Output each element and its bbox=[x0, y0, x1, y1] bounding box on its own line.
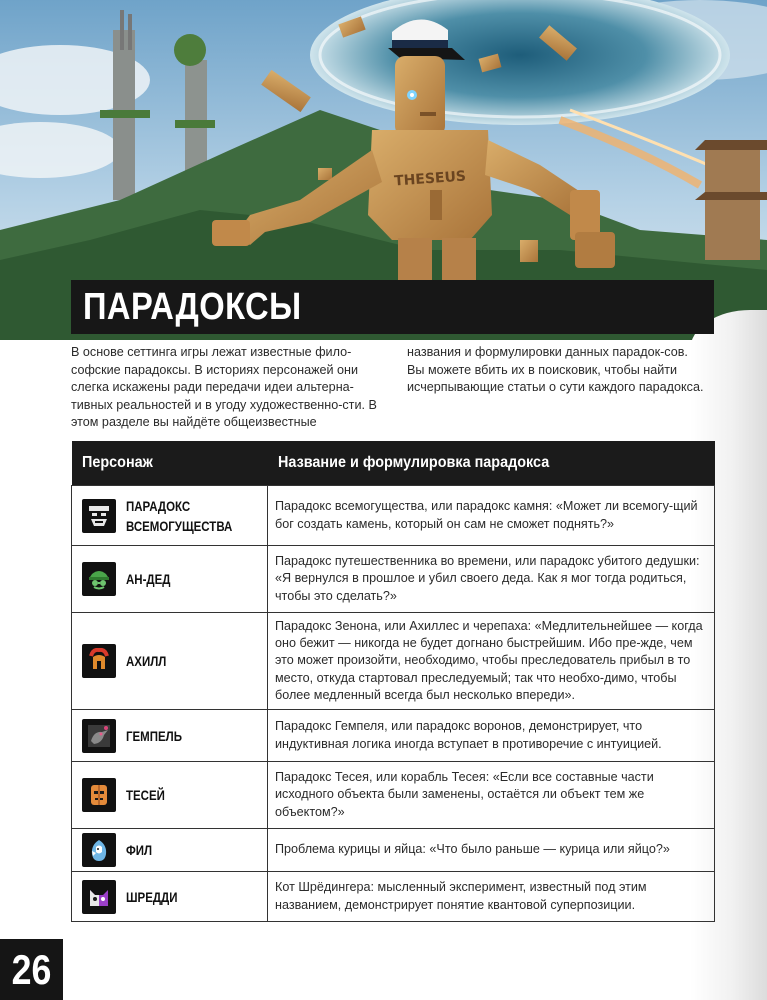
paradox-description: Парадокс Гемпеля, или парадокс воронов, демонстрирует, что индуктивная логика иногда вступает в противоречие с интуицией. bbox=[268, 710, 715, 762]
character-cell bbox=[72, 829, 268, 872]
character-name: ПАРАДОКС ВСЕМОГУЩЕСТВА bbox=[126, 497, 233, 534]
header-character: Персонаж bbox=[72, 441, 268, 486]
paradox-table bbox=[71, 441, 715, 922]
table-row bbox=[72, 546, 715, 613]
robot-face-icon bbox=[82, 778, 116, 812]
character-cell bbox=[72, 710, 268, 762]
table-row bbox=[72, 710, 715, 762]
title-bar bbox=[71, 280, 714, 334]
header-paradox: Название и формулировка парадокса bbox=[268, 441, 715, 486]
paradox-description: Парадокс путешественника во времени, или парадокс убитого дедушки: «Я вернулся в прошлое и убил своего деда. Как я мог тогда родиться, чтобы это сделать?» bbox=[268, 546, 715, 613]
paradox-description: Парадокс Зенона, или Ахиллес и черепаха: «Медлительнейшее — когда оно бежит — никогда не будет догнано быстрейшим. Ибо пре-жде, чем это может произойти, необходимо, чтобы преследователь прибыл в то место, откуда стартовал преследуемый; так что необхо-димо, чтобы более медленный всегда был несколько впереди». bbox=[268, 613, 715, 710]
robot-chest-label: THESEUS bbox=[393, 168, 467, 190]
character-name: ШРЕДДИ bbox=[126, 888, 178, 905]
page-number-box bbox=[0, 939, 63, 1000]
table-row bbox=[72, 872, 715, 922]
page-title: ПАРАДОКСЫ bbox=[83, 286, 302, 328]
character-name: АХИЛЛ bbox=[126, 653, 167, 669]
character-name: ГЕМПЕЛЬ bbox=[126, 727, 182, 744]
paradox-description: Парадокс Тесея, или корабль Тесея: «Если все составные части исходного объекта были заменены, остаётся ли объект тем же объектом?» bbox=[268, 762, 715, 829]
raven-icon bbox=[82, 719, 116, 753]
table-header-row bbox=[72, 441, 715, 486]
paradox-description: Проблема курицы и яйца: «Что было раньше — курица или яйцо?» bbox=[268, 829, 715, 872]
spy-hat-icon bbox=[82, 562, 116, 596]
character-cell bbox=[72, 546, 268, 613]
character-cell bbox=[72, 613, 268, 710]
character-cell bbox=[72, 872, 268, 922]
paradox-description: Кот Шрёдингера: мысленный эксперимент, известный под этим названием, демонстрирует понятие квантовой суперпозиции. bbox=[268, 872, 715, 922]
paradox-description: Парадокс всемогущества, или парадокс камня: «Может ли всемогу-щий бог создать камень, который он сам не сможет поднять?» bbox=[268, 486, 715, 546]
cat-icon bbox=[82, 880, 116, 914]
page-number: 26 bbox=[11, 946, 52, 993]
intro-column-2: названия и формулировки данных парадок-сов. Вы можете вбить их в поисковик, чтобы найти исчерпывающие статьи о сути каждого парадокса. bbox=[407, 345, 704, 395]
spartan-helmet-icon bbox=[82, 644, 116, 678]
character-name: АН-ДЕД bbox=[126, 571, 171, 587]
intro-column-1: В основе сеттинга игры лежат известные фило-софские парадоксы. В историях персонажей они слегка искажены ради передачи идеи альтерна-тивных реальностей и в угоду художественно-сти. В этом разделе вы найдёте общеизвестные bbox=[71, 345, 377, 430]
character-name: ФИЛ bbox=[126, 842, 153, 858]
character-name: ТЕСЕЙ bbox=[126, 787, 165, 803]
table-row bbox=[72, 762, 715, 829]
egg-chick-icon bbox=[82, 833, 116, 867]
tiki-mask-icon bbox=[82, 499, 116, 533]
table-row bbox=[72, 829, 715, 872]
table-row bbox=[72, 486, 715, 546]
table-row bbox=[72, 613, 715, 710]
character-cell bbox=[72, 762, 268, 829]
character-cell bbox=[72, 486, 268, 546]
